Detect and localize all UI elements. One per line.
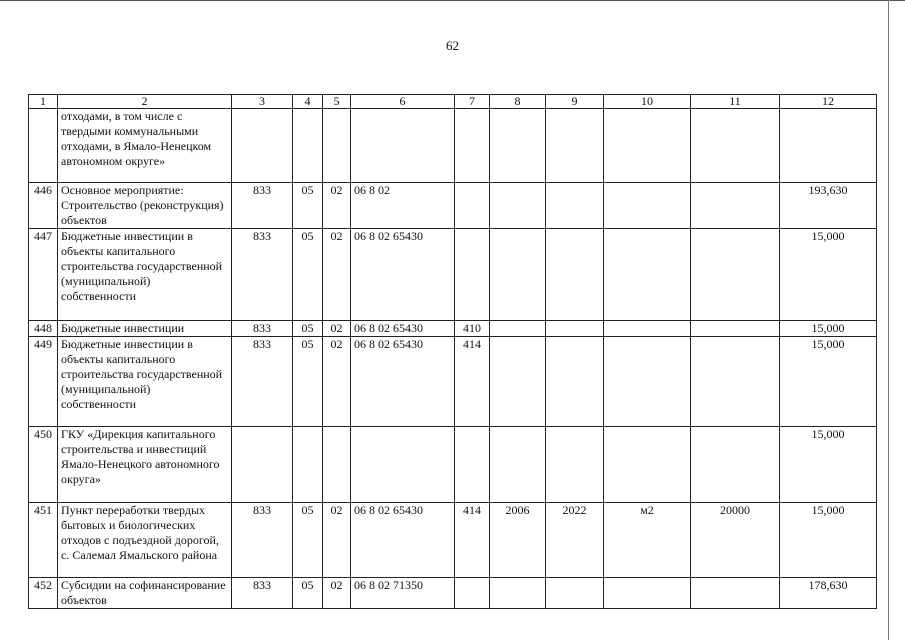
item-name: Бюджетные инвестиции — [58, 321, 232, 337]
cell-amount — [780, 109, 877, 183]
col-header-9: 9 — [546, 95, 604, 109]
cell-code: 833 — [232, 337, 293, 427]
cell-capacity — [691, 427, 780, 503]
cell-target-code: 06 8 02 65430 — [351, 503, 455, 578]
cell-amount: 15,000 — [780, 427, 877, 503]
row-number: 450 — [29, 427, 58, 503]
item-name: Бюджетные инвестиции в объекты капитального строительства государственной (муниципальной) собственности — [58, 229, 232, 321]
col-header-5: 5 — [323, 95, 351, 109]
cell-amount: 178,630 — [780, 578, 877, 609]
item-name: Субсидии на софинансирование объектов — [58, 578, 232, 609]
cell-end-year — [546, 321, 604, 337]
cell-capacity — [691, 109, 780, 183]
row-number — [29, 109, 58, 183]
cell-code: 833 — [232, 321, 293, 337]
header-row — [29, 95, 877, 109]
cell-subsection: 02 — [323, 321, 351, 337]
cell-expense-type — [455, 578, 490, 609]
table-row — [29, 337, 877, 427]
cell-subsection: 02 — [323, 229, 351, 321]
item-name: ГКУ «Дирекция капитального строительства и инвестиций Ямало-Ненецкого автономного округа» — [58, 427, 232, 503]
cell-start-year — [490, 427, 546, 503]
page-number: 62 — [446, 38, 459, 53]
cell-unit: м2 — [604, 503, 691, 578]
cell-unit — [604, 578, 691, 609]
table-row — [29, 321, 877, 337]
cell-start-year — [490, 337, 546, 427]
right-border-line — [888, 0, 889, 640]
cell-end-year — [546, 337, 604, 427]
cell-unit — [604, 183, 691, 229]
budget-table — [28, 94, 877, 609]
cell-section: 05 — [293, 183, 323, 229]
table-row — [29, 183, 877, 229]
table-row — [29, 229, 877, 321]
col-header-10: 10 — [604, 95, 691, 109]
cell-end-year — [546, 427, 604, 503]
cell-capacity — [691, 229, 780, 321]
cell-expense-type — [455, 427, 490, 503]
row-number: 446 — [29, 183, 58, 229]
col-header-6: 6 — [351, 95, 455, 109]
cell-section: 05 — [293, 321, 323, 337]
cell-section: 05 — [293, 503, 323, 578]
cell-target-code: 06 8 02 71350 — [351, 578, 455, 609]
cell-end-year — [546, 183, 604, 229]
cell-expense-type — [455, 109, 490, 183]
row-number: 452 — [29, 578, 58, 609]
cell-unit — [604, 109, 691, 183]
col-header-4: 4 — [293, 95, 323, 109]
table-row — [29, 427, 877, 503]
col-header-7: 7 — [455, 95, 490, 109]
cell-code — [232, 427, 293, 503]
cell-end-year — [546, 109, 604, 183]
cell-unit — [604, 321, 691, 337]
cell-expense-type: 414 — [455, 503, 490, 578]
cell-target-code: 06 8 02 — [351, 183, 455, 229]
item-name: Основное мероприятие: Строительство (реконструкция) объектов — [58, 183, 232, 229]
item-name: отходами, в том числе с твердыми коммунальными отходами, в Ямало-Ненецком автономном округе» — [58, 109, 232, 183]
cell-start-year — [490, 229, 546, 321]
cell-start-year — [490, 321, 546, 337]
cell-start-year — [490, 578, 546, 609]
cell-target-code: 06 8 02 65430 — [351, 229, 455, 321]
cell-target-code: 06 8 02 65430 — [351, 337, 455, 427]
cell-start-year — [490, 183, 546, 229]
cell-end-year: 2022 — [546, 503, 604, 578]
table-row — [29, 578, 877, 609]
cell-expense-type: 410 — [455, 321, 490, 337]
cell-expense-type — [455, 229, 490, 321]
cell-amount: 193,630 — [780, 183, 877, 229]
cell-amount: 15,000 — [780, 321, 877, 337]
cell-capacity — [691, 337, 780, 427]
table-row — [29, 109, 877, 183]
cell-end-year — [546, 578, 604, 609]
cell-target-code — [351, 109, 455, 183]
cell-code — [232, 109, 293, 183]
cell-unit — [604, 337, 691, 427]
cell-capacity: 20000 — [691, 503, 780, 578]
item-name: Пункт переработки твердых бытовых и биологических отходов с подъездной дорогой, с. Салемал Ямальского района — [58, 503, 232, 578]
cell-unit — [604, 427, 691, 503]
cell-amount: 15,000 — [780, 337, 877, 427]
cell-code: 833 — [232, 229, 293, 321]
cell-expense-type — [455, 183, 490, 229]
cell-code: 833 — [232, 503, 293, 578]
cell-capacity — [691, 321, 780, 337]
cell-subsection: 02 — [323, 503, 351, 578]
col-header-1: 1 — [29, 95, 58, 109]
cell-section — [293, 109, 323, 183]
cell-target-code: 06 8 02 65430 — [351, 321, 455, 337]
cell-code: 833 — [232, 578, 293, 609]
cell-subsection — [323, 427, 351, 503]
cell-subsection: 02 — [323, 183, 351, 229]
table-row — [29, 503, 877, 578]
row-number: 447 — [29, 229, 58, 321]
cell-start-year — [490, 109, 546, 183]
col-header-12: 12 — [780, 95, 877, 109]
item-name: Бюджетные инвестиции в объекты капитального строительства государственной (муниципальной) собственности — [58, 337, 232, 427]
cell-section: 05 — [293, 337, 323, 427]
cell-capacity — [691, 578, 780, 609]
col-header-2: 2 — [58, 95, 232, 109]
cell-capacity — [691, 183, 780, 229]
col-header-11: 11 — [691, 95, 780, 109]
cell-amount: 15,000 — [780, 229, 877, 321]
cell-section: 05 — [293, 578, 323, 609]
row-number: 451 — [29, 503, 58, 578]
cell-code: 833 — [232, 183, 293, 229]
cell-end-year — [546, 229, 604, 321]
cell-subsection: 02 — [323, 578, 351, 609]
cell-subsection: 02 — [323, 337, 351, 427]
row-number: 448 — [29, 321, 58, 337]
top-border-line — [0, 0, 905, 1]
cell-target-code — [351, 427, 455, 503]
cell-section — [293, 427, 323, 503]
cell-unit — [604, 229, 691, 321]
col-header-8: 8 — [490, 95, 546, 109]
col-header-3: 3 — [232, 95, 293, 109]
cell-expense-type: 414 — [455, 337, 490, 427]
cell-start-year: 2006 — [490, 503, 546, 578]
cell-section: 05 — [293, 229, 323, 321]
row-number: 449 — [29, 337, 58, 427]
cell-subsection — [323, 109, 351, 183]
cell-amount: 15,000 — [780, 503, 877, 578]
